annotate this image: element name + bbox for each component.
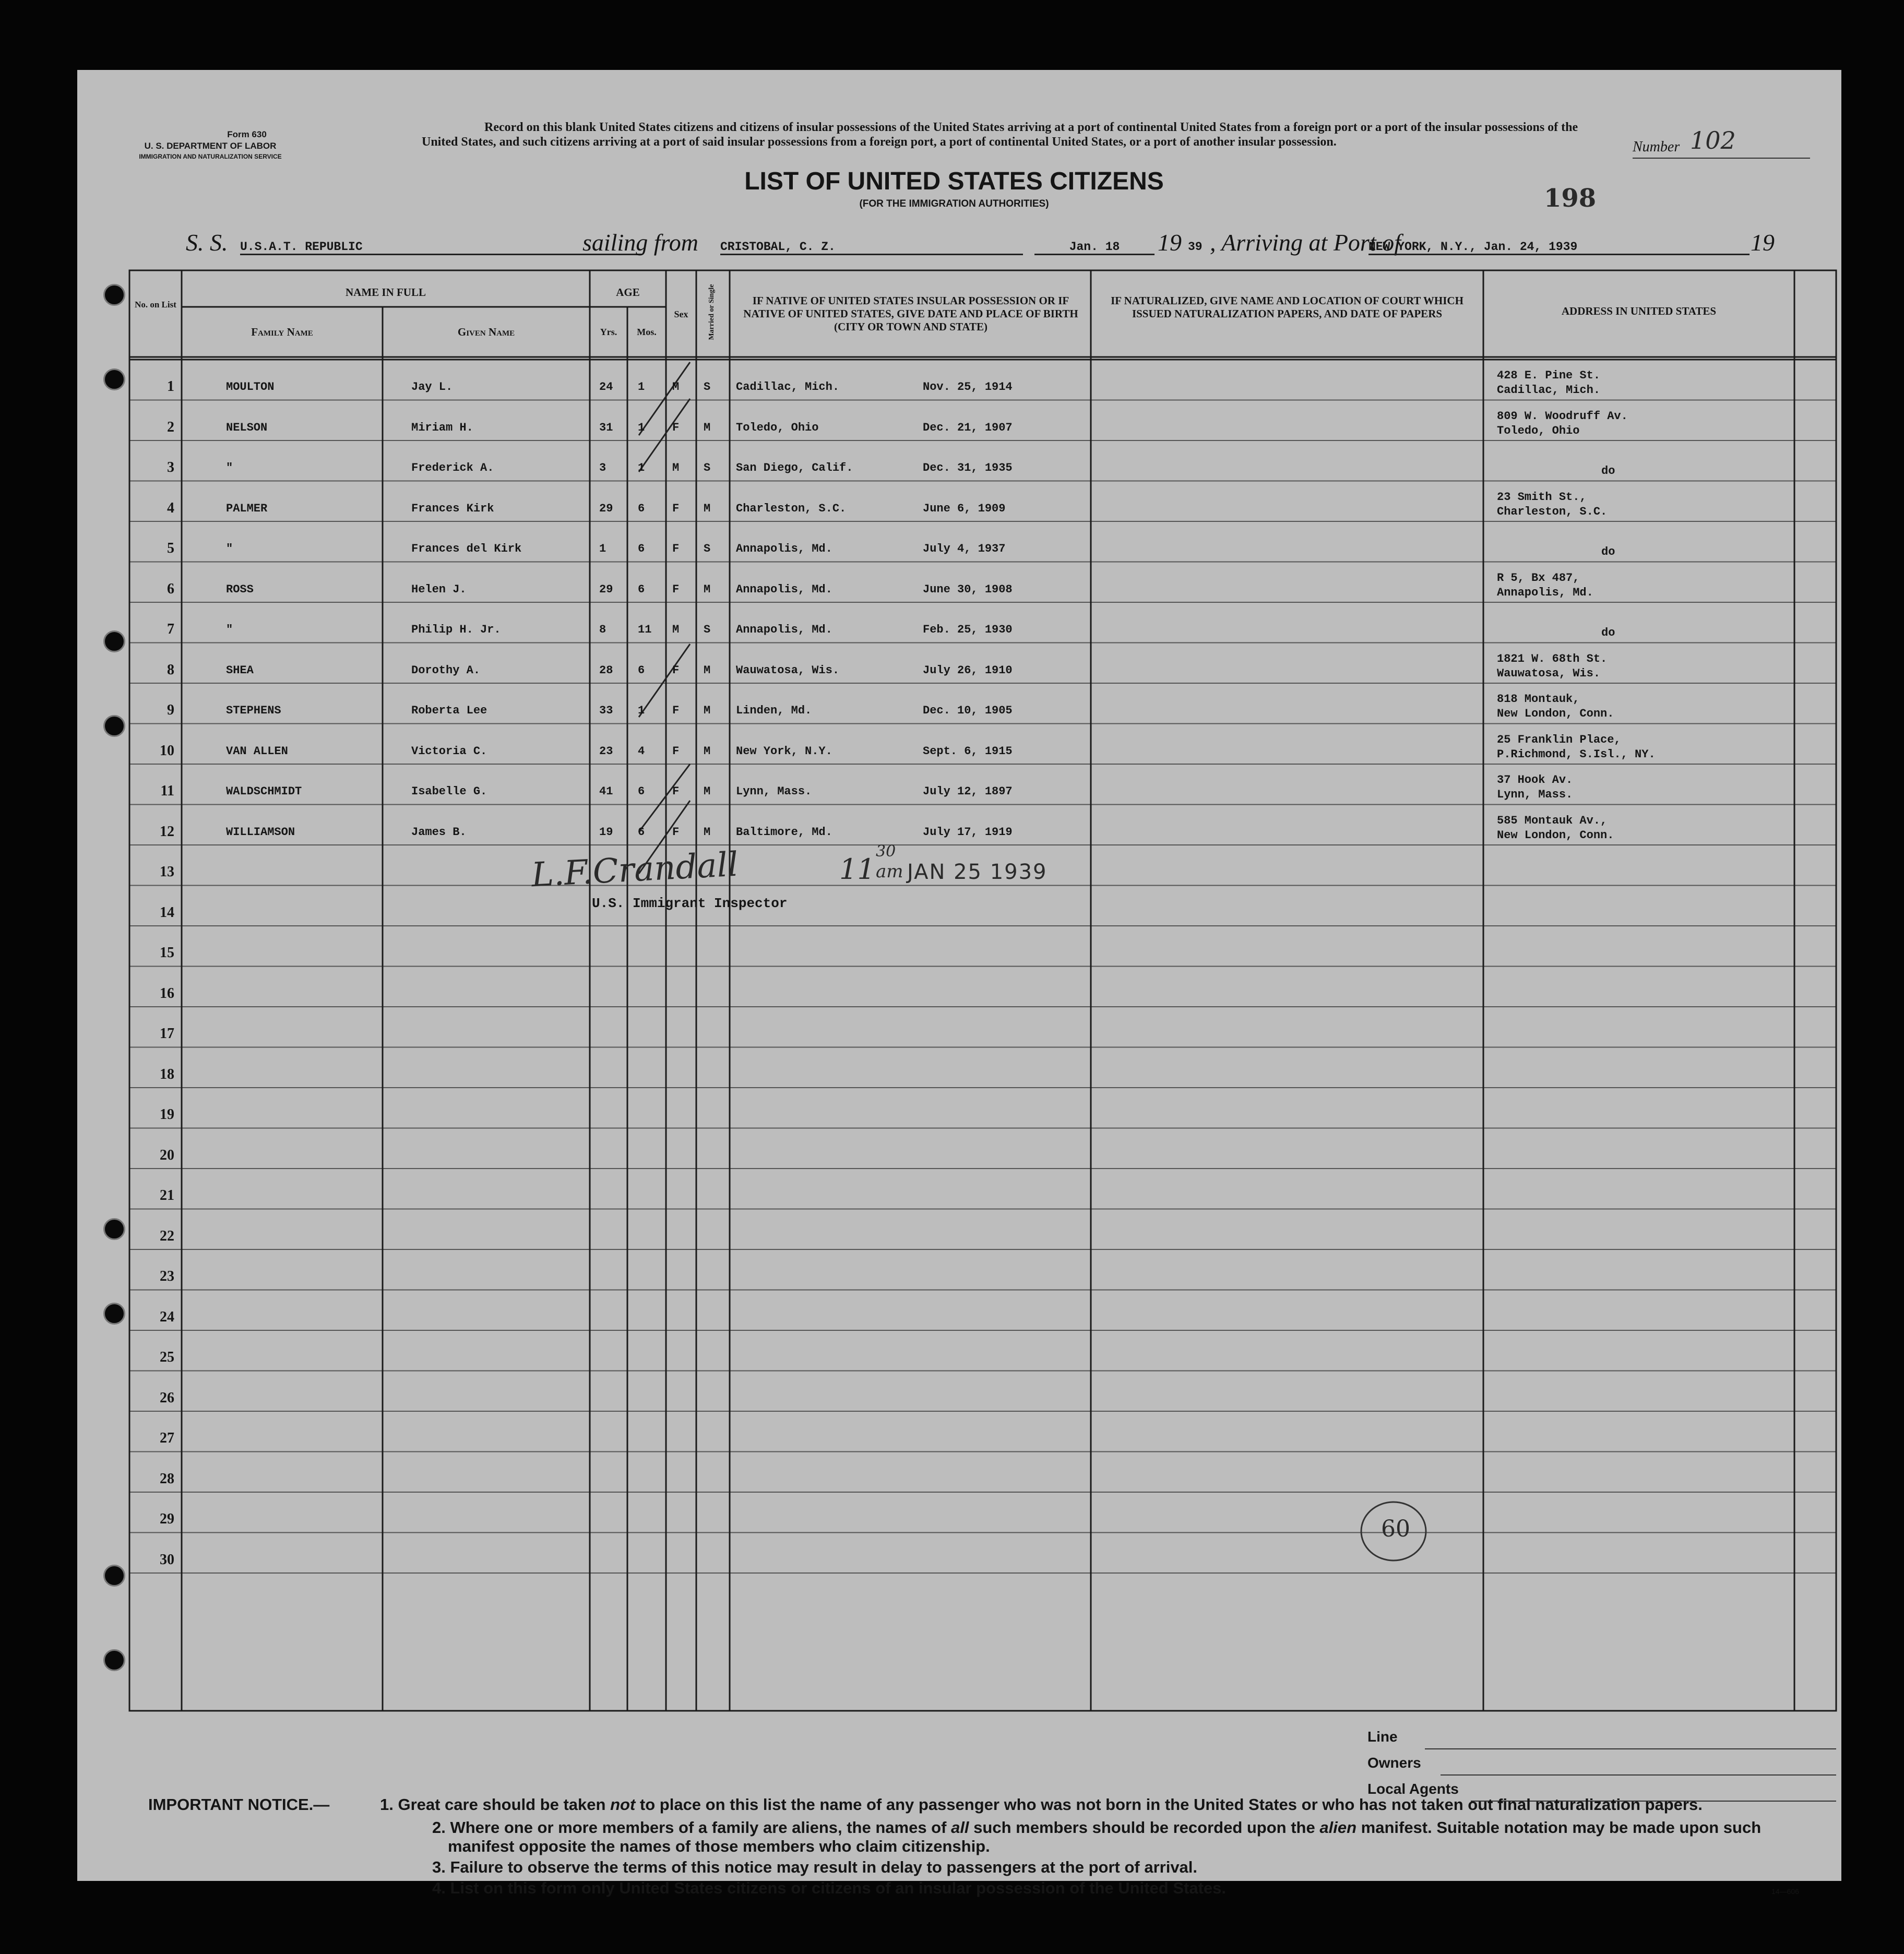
- family-name-cell: STEPHENS: [226, 704, 281, 717]
- marital-status-cell: M: [704, 785, 711, 798]
- address-line-1: 585 Montauk Av.,: [1497, 814, 1608, 827]
- number-value: 102: [1690, 126, 1736, 154]
- time-hour: 11: [839, 853, 875, 886]
- birthdate-cell: July 26, 1910: [923, 663, 1013, 677]
- address-line-1: 809 W. Woodruff Av.: [1497, 409, 1628, 423]
- number-label: Number: [1633, 139, 1680, 155]
- family-name-cell: ROSS: [226, 582, 254, 596]
- birthdate-cell: Nov. 25, 1914: [923, 380, 1013, 394]
- birthdate-cell: July 17, 1919: [923, 825, 1013, 839]
- punch-hole: [103, 284, 125, 306]
- sex-cell: F: [672, 704, 680, 717]
- sex-cell: F: [672, 502, 680, 515]
- age-months-cell: 6: [638, 663, 645, 677]
- address-line-2: Charleston, S.C.: [1497, 505, 1608, 518]
- sailing-from: CRISTOBAL, C. Z.: [720, 240, 1023, 255]
- address-line-1: 428 E. Pine St.: [1497, 369, 1601, 382]
- family-name-cell: WILLIAMSON: [226, 825, 295, 839]
- address-line-1: 23 Smith St.,: [1497, 490, 1587, 504]
- header-age: AGE: [616, 286, 640, 299]
- age-years-cell: 3: [599, 461, 606, 474]
- birthplace-cell: Baltimore, Md.: [736, 825, 832, 839]
- marital-status-cell: S: [704, 461, 711, 474]
- notice-2-cont: manifest opposite the names of those members who claim citizenship.: [448, 1837, 990, 1855]
- row-number: 6: [167, 580, 174, 597]
- age-years-cell: 24: [599, 380, 613, 394]
- age-months-cell: 6: [638, 825, 645, 839]
- sex-cell: F: [672, 542, 680, 555]
- sex-cell: F: [672, 421, 680, 434]
- sailing-label: sailing from: [582, 229, 698, 256]
- birthdate-cell: June 6, 1909: [923, 502, 1006, 515]
- row-number: 16: [160, 985, 174, 1002]
- birthplace-cell: Annapolis, Md.: [736, 623, 832, 636]
- birthplace-cell: Wauwatosa, Wis.: [736, 663, 840, 677]
- birthplace-cell: Annapolis, Md.: [736, 582, 832, 596]
- address-line-1: 818 Montauk,: [1497, 693, 1580, 706]
- row-number: 9: [167, 702, 174, 718]
- row-number: 11: [160, 783, 174, 799]
- address-line-2: P.Richmond, S.Isl., NY.: [1497, 747, 1656, 761]
- department-name: U. S. DEPARTMENT OF LABOR: [144, 141, 277, 151]
- age-months-cell: 6: [638, 785, 645, 798]
- stamp-number: 198: [1544, 184, 1597, 213]
- family-name-cell: NELSON: [226, 421, 268, 434]
- line-label: Line: [1367, 1729, 1398, 1745]
- age-years-cell: 23: [599, 744, 613, 758]
- age-years-cell: 1: [599, 542, 606, 555]
- page-title: LIST OF UNITED STATES CITIZENS: [744, 168, 1164, 195]
- address-line-2: do: [1601, 626, 1615, 639]
- row-number: 18: [160, 1066, 174, 1082]
- row-number: 15: [160, 945, 174, 961]
- age-months-cell: 6: [638, 582, 645, 596]
- row-number: 25: [160, 1349, 174, 1365]
- form-number: Form 630: [227, 129, 267, 139]
- header-address: ADDRESS IN UNITED STATES: [1561, 305, 1717, 317]
- row-number: 24: [160, 1308, 174, 1325]
- sex-cell: F: [672, 825, 680, 839]
- family-name-cell: ": [226, 623, 233, 636]
- row-number: 2: [167, 419, 174, 435]
- row-number: 8: [167, 661, 174, 678]
- marital-status-cell: M: [704, 744, 711, 758]
- row-number: 14: [160, 904, 174, 921]
- birthdate-cell: June 30, 1908: [923, 582, 1013, 596]
- instructions-text: Record on this blank United States citizens and citizens of insular possessions of the United States arriving at a port of continental United States from a foreign port or a port of the insular possessions of the United States, and such citizens arriving at a port of said insular possessions from a foreign port, a port of continental United States, or a port of another insular possession.: [422, 121, 1578, 149]
- birthplace-cell: New York, N.Y.: [736, 744, 832, 758]
- year-suffix-1: 39: [1188, 240, 1203, 254]
- circled-number: 60: [1381, 1516, 1410, 1542]
- service-name: IMMIGRATION AND NATURALIZATION SERVICE: [139, 153, 282, 160]
- marital-status-cell: M: [704, 663, 711, 677]
- family-name-cell: ": [226, 542, 233, 555]
- row-number: 17: [160, 1026, 174, 1042]
- address-line-2: Toledo, Ohio: [1497, 424, 1580, 437]
- row-number: 1: [167, 378, 174, 395]
- row-number: 19: [160, 1106, 174, 1123]
- marital-status-cell: S: [704, 380, 711, 394]
- punch-hole: [103, 630, 125, 652]
- sex-cell: F: [672, 785, 680, 798]
- header-sex: Sex: [674, 309, 688, 319]
- header-no-on-list: No. on List: [135, 300, 176, 309]
- notice-2-d: alien: [1319, 1818, 1357, 1837]
- birthdate-cell: Sept. 6, 1915: [923, 744, 1013, 758]
- time-am: am: [876, 861, 903, 882]
- row-number: 20: [160, 1147, 174, 1163]
- sex-cell: M: [672, 380, 680, 394]
- line-field: [1367, 1723, 1836, 1749]
- address-line-2: New London, Conn.: [1497, 828, 1614, 842]
- given-name-cell: Roberta Lee: [411, 704, 487, 717]
- inspector-signature: L.F.Crandall: [530, 845, 740, 895]
- address-line-1: 25 Franklin Place,: [1497, 733, 1621, 746]
- sex-cell: F: [672, 663, 680, 677]
- time-minutes: 30: [876, 842, 896, 861]
- age-years-cell: 41: [599, 785, 613, 798]
- header-yrs: Yrs.: [600, 327, 617, 337]
- notice-1: [380, 1794, 1703, 1815]
- birthplace-cell: Lynn, Mass.: [736, 785, 812, 798]
- year-prefix-2: 19: [1751, 229, 1775, 256]
- birthdate-cell: Dec. 21, 1907: [923, 421, 1013, 434]
- arrival-port: NEW YORK, N.Y., Jan. 24, 1939: [1368, 240, 1750, 255]
- given-name-cell: Isabelle G.: [411, 785, 487, 798]
- marital-status-cell: S: [704, 542, 711, 555]
- given-name-cell: Frances del Kirk: [411, 542, 522, 555]
- age-months-cell: 1: [638, 421, 645, 434]
- birthdate-cell: July 4, 1937: [923, 542, 1006, 555]
- punch-hole: [103, 1649, 125, 1671]
- sex-cell: F: [672, 744, 680, 758]
- row-number: 21: [160, 1187, 174, 1204]
- birthplace-cell: Toledo, Ohio: [736, 421, 819, 434]
- sex-cell: M: [672, 461, 680, 474]
- birthplace-cell: Cadillac, Mich.: [736, 380, 840, 394]
- family-name-cell: SHEA: [226, 663, 254, 677]
- notice-2-c: such members should be recorded upon the: [973, 1818, 1315, 1837]
- ss-label: S. S.: [186, 229, 228, 256]
- table-grid: [77, 70, 1841, 1881]
- footer-fields: [1366, 1723, 1836, 1802]
- given-name-cell: Dorothy A.: [411, 663, 481, 677]
- notice-2: [432, 1817, 1761, 1838]
- header-married-single: Married or Single: [708, 284, 716, 340]
- depart-date: Jan. 18: [1034, 240, 1155, 255]
- age-years-cell: 33: [599, 704, 613, 717]
- birthplace-cell: Charleston, S.C.: [736, 502, 847, 515]
- birthplace-cell: San Diego, Calif.: [736, 461, 853, 474]
- birthplace-cell: Linden, Md.: [736, 704, 812, 717]
- age-months-cell: 1: [638, 461, 645, 474]
- notice-1-c: to place on this list the name of any passenger who was not born in the United States or who has not taken out final naturalization papers.: [639, 1795, 1703, 1814]
- notice-title: IMPORTANT NOTICE.—: [148, 1795, 330, 1814]
- notice-2-b: all: [951, 1818, 969, 1837]
- header-birth: IF NATIVE OF UNITED STATES INSULAR POSSESSION OR IF NATIVE OF UNITED STATES, GIVE DATE AND PLACE OF BIRTH (CITY OR TOWN AND STATE): [743, 294, 1078, 333]
- notice-2-e: manifest. Suitable notation may be made upon such: [1361, 1818, 1762, 1837]
- address-line-2: do: [1601, 464, 1615, 478]
- birthdate-cell: July 12, 1897: [923, 785, 1013, 798]
- row-number: 5: [167, 540, 174, 556]
- row-number: 13: [160, 864, 174, 880]
- given-name-cell: Miriam H.: [411, 421, 473, 434]
- address-line-2: Wauwatosa, Wis.: [1497, 666, 1601, 680]
- local-agents-label: Local Agents: [1367, 1781, 1459, 1797]
- row-number: 4: [167, 499, 174, 516]
- given-name-cell: Philip H. Jr.: [411, 623, 501, 636]
- birthdate-cell: Dec. 31, 1935: [923, 461, 1013, 474]
- given-name-cell: Frances Kirk: [411, 502, 494, 515]
- header-name-in-full: NAME IN FULL: [345, 286, 426, 299]
- print-code: 14—606: [1771, 1887, 1799, 1896]
- marital-status-cell: M: [704, 825, 711, 839]
- punch-hole: [103, 715, 125, 737]
- row-number: 23: [160, 1268, 174, 1284]
- row-number: 12: [160, 823, 174, 840]
- sex-cell: M: [672, 623, 680, 636]
- family-name-cell: MOULTON: [226, 380, 275, 394]
- row-number: 30: [160, 1551, 174, 1568]
- family-name-cell: WALDSCHMIDT: [226, 785, 302, 798]
- age-months-cell: 1: [638, 704, 645, 717]
- age-months-cell: 1: [638, 380, 645, 394]
- manifest-sheet: [77, 70, 1841, 1897]
- date-stamp: JAN 25 1939: [907, 860, 1048, 884]
- owners-field: [1367, 1749, 1836, 1776]
- address-line-2: New London, Conn.: [1497, 707, 1614, 720]
- header-family-name: Family Name: [251, 326, 313, 338]
- age-years-cell: 28: [599, 663, 613, 677]
- page-subtitle: (FOR THE IMMIGRATION AUTHORITIES): [859, 198, 1049, 209]
- family-name-cell: ": [226, 461, 233, 474]
- age-years-cell: 29: [599, 582, 613, 596]
- row-number: 10: [160, 742, 174, 759]
- age-months-cell: 11: [638, 623, 652, 636]
- age-years-cell: 29: [599, 502, 613, 515]
- age-years-cell: 19: [599, 825, 613, 839]
- birthdate-cell: Feb. 25, 1930: [923, 623, 1013, 636]
- marital-status-cell: M: [704, 582, 711, 596]
- row-number: 29: [160, 1511, 174, 1527]
- row-number: 3: [167, 459, 174, 475]
- given-name-cell: Victoria C.: [411, 744, 487, 758]
- row-number: 28: [160, 1470, 174, 1487]
- address-line-2: do: [1601, 545, 1615, 558]
- family-name-cell: PALMER: [226, 502, 268, 515]
- age-years-cell: 8: [599, 623, 606, 636]
- row-number: 7: [167, 621, 174, 637]
- age-months-cell: 6: [638, 502, 645, 515]
- birthdate-cell: Dec. 10, 1905: [923, 704, 1013, 717]
- address-line-1: 1821 W. 68th St.: [1497, 652, 1608, 665]
- family-name-cell: VAN ALLEN: [226, 744, 288, 758]
- age-months-cell: 6: [638, 542, 645, 555]
- header-naturalized: IF NATURALIZED, GIVE NAME AND LOCATION OF COURT WHICH ISSUED NATURALIZATION PAPERS, AND DATE OF PAPERS: [1111, 294, 1463, 320]
- marital-status-cell: M: [704, 704, 711, 717]
- punch-hole: [103, 1218, 125, 1240]
- ship-name: U.S.A.T. REPUBLIC: [240, 240, 642, 255]
- notice-2-a: 2. Where one or more members of a family are aliens, the names of: [432, 1818, 947, 1837]
- address-line-1: R 5, Bx 487,: [1497, 571, 1580, 585]
- marital-status-cell: S: [704, 623, 711, 636]
- row-number: 22: [160, 1228, 174, 1244]
- address-line-2: Lynn, Mass.: [1497, 788, 1573, 801]
- birthplace-cell: Annapolis, Md.: [736, 542, 832, 555]
- given-name-cell: Helen J.: [411, 582, 467, 596]
- punch-hole: [103, 368, 125, 390]
- age-months-cell: 4: [638, 744, 645, 758]
- inspector-title: U.S. Immigrant Inspector: [592, 896, 788, 911]
- address-line-2: Annapolis, Md.: [1497, 586, 1593, 599]
- given-name-cell: James B.: [411, 825, 467, 839]
- notice-1-a: 1. Great care should be taken: [380, 1795, 606, 1814]
- notice-4: 4. List on this form only United States citizens or citizens of an insular possession of the United States.: [432, 1879, 1226, 1897]
- arriving-label: , Arriving at Port of: [1210, 229, 1401, 256]
- age-years-cell: 31: [599, 421, 613, 434]
- given-name-cell: Frederick A.: [411, 461, 494, 474]
- sex-cell: F: [672, 582, 680, 596]
- punch-hole: [103, 1303, 125, 1325]
- owners-label: Owners: [1367, 1755, 1421, 1771]
- given-name-cell: Jay L.: [411, 380, 453, 394]
- marital-status-cell: M: [704, 502, 711, 515]
- notice-1-b: not: [610, 1795, 636, 1814]
- row-number: 26: [160, 1389, 174, 1406]
- header-given-name: Given Name: [457, 326, 515, 338]
- marital-status-cell: M: [704, 421, 711, 434]
- address-line-2: Cadillac, Mich.: [1497, 384, 1601, 397]
- address-line-1: 37 Hook Av.: [1497, 773, 1573, 787]
- header-mos: Mos.: [637, 327, 657, 337]
- row-number: 27: [160, 1430, 174, 1446]
- year-prefix-1: 19: [1158, 229, 1182, 256]
- punch-hole: [103, 1565, 125, 1587]
- notice-3: 3. Failure to observe the terms of this notice may result in delay to passengers at the port of arrival.: [432, 1858, 1198, 1876]
